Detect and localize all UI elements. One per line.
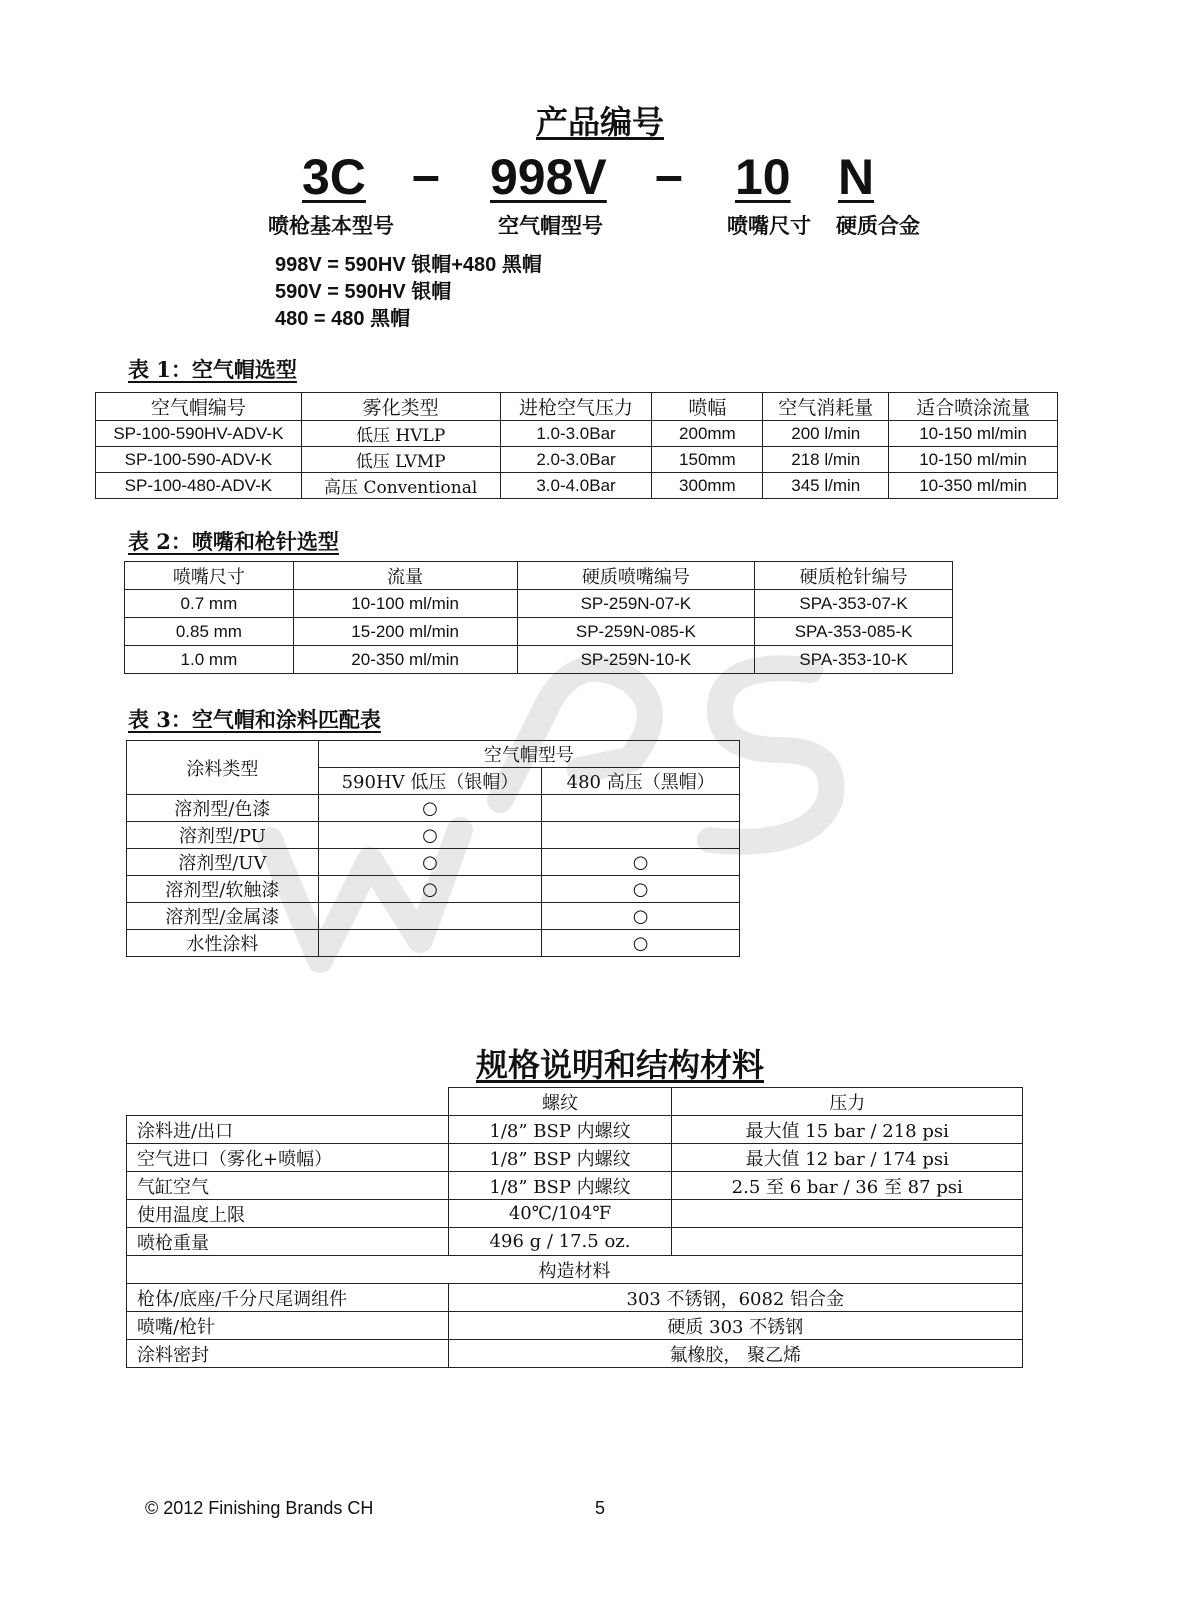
table-header-row [127,1088,1023,1116]
row-label: 喷嘴/枪针 [127,1312,449,1340]
table-cell: 0.7 mm [125,590,294,618]
table-header-row [125,562,953,590]
table-row [127,1312,1023,1340]
check-circle [318,903,542,930]
table-cell: SP-259N-07-K [517,590,755,618]
code-dash: – [412,147,440,203]
column-header: 进枪空气压力 [500,393,652,421]
column-header: 空气帽编号 [96,393,302,421]
column-header: 空气消耗量 [763,393,889,421]
table-cell: 溶剂型/PU [127,822,319,849]
code-dash: – [655,147,683,203]
column-header: 硬质喷嘴编号 [517,562,755,590]
row-label: 涂料进/出口 [127,1116,449,1144]
table-cell: 低压 HVLP [301,421,500,447]
table-cell: 0.85 mm [125,618,294,646]
column-header: 480 高压（黑帽） [542,768,740,795]
table-row [127,1116,1023,1144]
column-header: 适合喷涂流量 [889,393,1058,421]
column-header: 压力 [672,1088,1023,1116]
table2-title: 表 2：喷嘴和枪针选型 [128,529,339,554]
aircap-selection-table [95,392,1058,499]
table-cell: 300mm [652,473,763,499]
column-header: 喷幅 [652,393,763,421]
table-cell: 150mm [652,447,763,473]
table-row [125,646,953,674]
table-row [96,421,1058,447]
table-cell: 1/8” BSP 内螺纹 [448,1172,672,1200]
table-cell: 3.0-4.0Bar [500,473,652,499]
table-row [96,473,1058,499]
table-row [127,1340,1023,1368]
check-circle: ○ [542,903,740,930]
table-header-row [127,741,740,768]
table-cell: 溶剂型/UV [127,849,319,876]
table-cell: 溶剂型/色漆 [127,795,319,822]
check-circle: ○ [318,822,542,849]
table-row [127,876,740,903]
table-cell: 10-100 ml/min [293,590,517,618]
table-cell: 303 不锈钢，6082 铝合金 [448,1284,1022,1312]
code-aircap-model: 998V [490,149,607,205]
table-header-row [96,393,1058,421]
check-circle [318,930,542,957]
table-row [127,1144,1023,1172]
row-label: 喷枪重量 [127,1228,449,1256]
materials-heading: 构造材料 [127,1256,1023,1284]
table-cell: SP-100-480-ADV-K [96,473,302,499]
table-cell: 200mm [652,421,763,447]
code-base-model: 3C [302,149,366,205]
footer-copyright: © 2012 Finishing Brands CH [145,1498,374,1518]
table-cell: 溶剂型/软触漆 [127,876,319,903]
table-cell: 345 l/min [763,473,889,499]
table-cell: 水性涂料 [127,930,319,957]
code-carbide: N [838,149,875,205]
table-row [127,1284,1023,1312]
table-cell: SP-100-590HV-ADV-K [96,421,302,447]
column-group-header: 空气帽型号 [318,741,739,768]
equation-line: 480 = 480 黑帽 [275,308,411,330]
empty-corner [127,1088,449,1116]
table-cell: SPA-353-10-K [755,646,953,674]
table-cell: 1.0-3.0Bar [500,421,652,447]
table-row [127,903,740,930]
check-circle [542,822,740,849]
table-row [127,1200,1023,1228]
spec-title: 规格说明和结构材料 [475,1046,764,1084]
table-row [127,1228,1023,1256]
table3-title: 表 3：空气帽和涂料匹配表 [128,707,381,732]
table-cell: 15-200 ml/min [293,618,517,646]
check-circle: ○ [542,876,740,903]
table-cell: 10-150 ml/min [889,421,1058,447]
table-cell: 溶剂型/金属漆 [127,903,319,930]
column-header: 涂料类型 [127,741,319,795]
table-cell: 218 l/min [763,447,889,473]
caption-carbide: 硬质合金 [836,213,920,238]
check-circle: ○ [542,930,740,957]
table-cell: 2.5 至 6 bar / 36 至 87 psi [672,1172,1023,1200]
equation-line: 998V = 590HV 银帽+480 黑帽 [275,254,542,276]
column-header: 流量 [293,562,517,590]
table-row [127,822,740,849]
table-row [96,447,1058,473]
column-header: 硬质枪针编号 [755,562,953,590]
table-cell: 1.0 mm [125,646,294,674]
product-code-title: 产品编号 [535,103,664,141]
check-circle: ○ [318,795,542,822]
table-cell: 200 l/min [763,421,889,447]
spec-table [126,1087,1023,1368]
table-cell: 硬质 303 不锈钢 [448,1312,1022,1340]
check-circle: ○ [318,876,542,903]
table-cell: SPA-353-085-K [755,618,953,646]
column-header: 喷嘴尺寸 [125,562,294,590]
table-cell: 最大值 12 bar / 174 psi [672,1144,1023,1172]
page-number: 5 [595,1498,606,1518]
table1-title: 表 1：空气帽选型 [128,357,297,382]
table-row [127,795,740,822]
aircap-coating-match-table [126,740,740,957]
check-circle: ○ [318,849,542,876]
nozzle-needle-table [124,561,953,674]
table-cell: 氟橡胶， 聚乙烯 [448,1340,1022,1368]
table-row [127,849,740,876]
code-nozzle-size: 10 [735,149,791,205]
row-label: 空气进口（雾化+喷幅） [127,1144,449,1172]
row-label: 使用温度上限 [127,1200,449,1228]
caption-nozzle-size: 喷嘴尺寸 [727,213,811,238]
equation-line: 590V = 590HV 银帽 [275,281,452,303]
table-cell: 最大值 15 bar / 218 psi [672,1116,1023,1144]
table-cell [672,1228,1023,1256]
row-label: 枪体/底座/千分尺尾调组件 [127,1284,449,1312]
row-label: 气缸空气 [127,1172,449,1200]
table-cell: 10-150 ml/min [889,447,1058,473]
column-header: 雾化类型 [301,393,500,421]
table-cell: 496 g / 17.5 oz. [448,1228,672,1256]
column-header: 螺纹 [448,1088,672,1116]
table-cell: 20-350 ml/min [293,646,517,674]
table-cell: SP-259N-085-K [517,618,755,646]
table-cell: 40℃/104℉ [448,1200,672,1228]
check-circle: ○ [542,849,740,876]
table-cell: 1/8” BSP 内螺纹 [448,1116,672,1144]
table-cell: 2.0-3.0Bar [500,447,652,473]
caption-aircap-model: 空气帽型号 [498,213,603,238]
caption-base-model: 喷枪基本型号 [268,213,394,238]
table-row [125,618,953,646]
table-cell: SP-100-590-ADV-K [96,447,302,473]
column-header: 590HV 低压（银帽） [318,768,542,795]
check-circle [542,795,740,822]
table-row [127,1172,1023,1200]
table-cell: 1/8” BSP 内螺纹 [448,1144,672,1172]
table-row [125,590,953,618]
table-row [127,930,740,957]
table-cell: SPA-353-07-K [755,590,953,618]
table-cell: SP-259N-10-K [517,646,755,674]
table-cell: 高压 Conventional [301,473,500,499]
table-cell: 10-350 ml/min [889,473,1058,499]
row-label: 涂料密封 [127,1340,449,1368]
materials-heading-row [127,1256,1023,1284]
table-cell [672,1200,1023,1228]
table-cell: 低压 LVMP [301,447,500,473]
